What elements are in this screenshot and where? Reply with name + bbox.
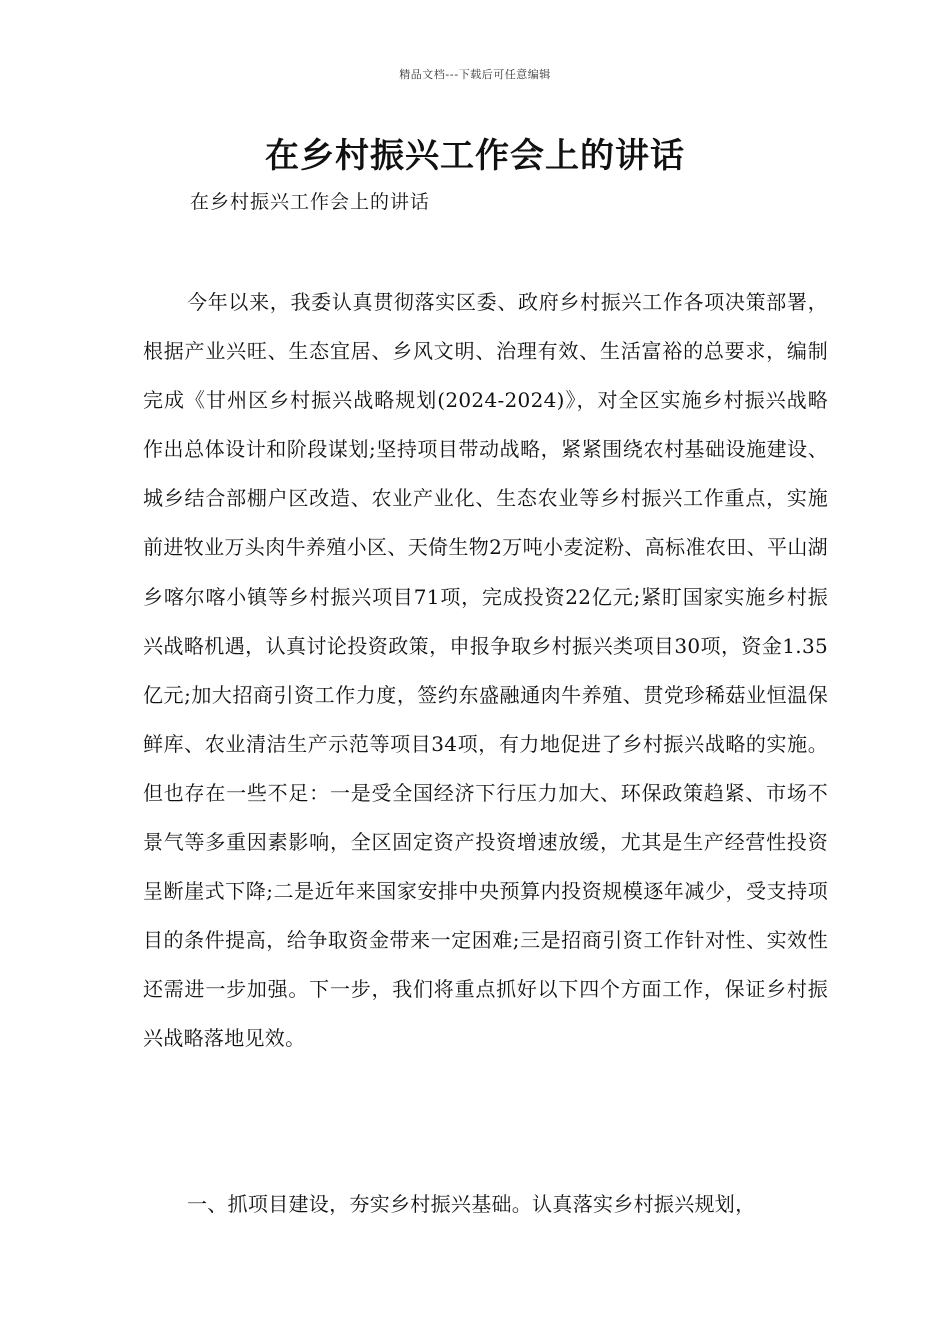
document-title: 在乡村振兴工作会上的讲话 xyxy=(265,136,685,176)
body-paragraph: 一、抓项目建设，夯实乡村振兴基础。认真落实乡村振兴规划， xyxy=(187,1192,756,1216)
header-note: 精品文档---下载后可任意编辑 xyxy=(399,68,551,81)
document-subtitle: 在乡村振兴工作会上的讲话 xyxy=(190,191,431,213)
body-paragraph: 今年以来，我委认真贯彻落实区委、政府乡村振兴工作各项决策部署，根据产业兴旺、生态宜居、乡风文明、治理有效、生活富裕的总要求，编制完成《甘州区乡村振兴战略规划(2024-2024)》，对全区实施乡村振兴战略作出总体设计和阶段谋划;坚持项目带动战略，紧紧围绕农村基础设施建设、城乡结合部棚户区改造、农业产业化、生态农业等乡村振兴工作重点，实施前进牧业万头肉牛养殖小区、天倚生物2万吨小麦淀粉、高标准农田、平山湖乡喀尔喀小镇等乡村振兴项目71项，完成投资22亿元;紧盯国家实施乡村振兴战略机遇，认真讨论投资政策，申报争取乡村振兴类项目30项，资金1.35亿元;加大招商引资工作力度，签约东盛融通肉牛养殖、贯党珍稀菇业恒温保鲜库、农业清洁生产示范等项目34项，有力地促进了乡村振兴战略的实施。但也存在一些不足：一是受全国经济下行压力加大、环保政策趋紧、市场不景气等多重因素影响，全区固定资产投资增速放缓，尤其是生产经营性投资呈断崖式下降;二是近年来国家安排中央预算内投资规模逐年减少，受支持项目的条件提高，给争取资金带来一定困难;三是招商引资工作针对性、实效性还需进一步加强。下一步，我们将重点抓好以下四个方面工作，保证乡村振兴战略落地见效。 xyxy=(143,290,828,1051)
